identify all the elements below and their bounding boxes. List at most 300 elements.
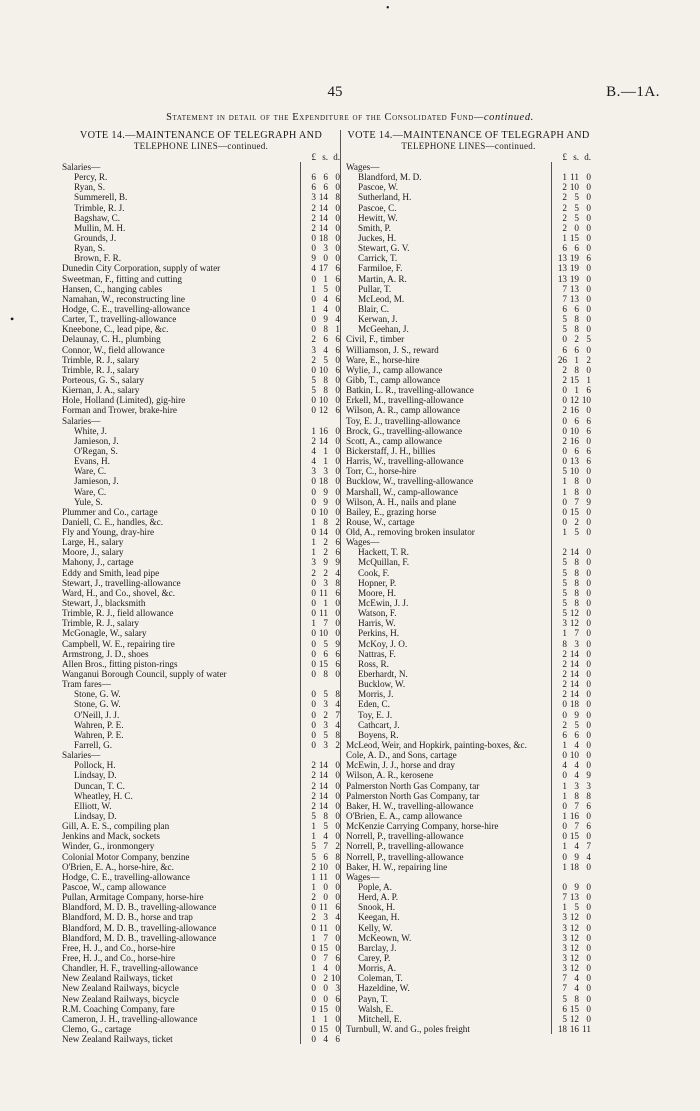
amount-pence: 0 <box>335 425 340 436</box>
amount-shillings: 19 <box>569 253 579 264</box>
payee-name: Norrell, P., travelling-allowance <box>346 851 464 862</box>
right-vote-sub: TELEPHONE LINES—continued. <box>401 141 536 151</box>
payee-name: Cathcart, J. <box>358 719 400 730</box>
entry-row <box>346 628 591 638</box>
payee-name: Norrell, P., travelling-allowance <box>346 841 464 852</box>
amount-shillings: 7 <box>574 628 579 639</box>
amount <box>551 426 591 436</box>
amount-shillings: 16 <box>318 425 328 436</box>
amount-pence: 0 <box>586 638 591 649</box>
amount-shillings: 1 <box>323 445 328 456</box>
amount-pounds: 5 <box>311 841 316 852</box>
payee-name: Dunedin City Corporation, supply of water <box>62 263 221 274</box>
amount <box>551 588 591 598</box>
amount-pence: 0 <box>586 283 591 294</box>
entry-row <box>62 446 340 456</box>
payee-name: Cole, A. D., and Sons, cartage <box>346 750 457 761</box>
amount-shillings: 8 <box>574 598 579 609</box>
amount-pence: 0 <box>335 831 340 842</box>
payee-name: Harris, W. <box>358 618 396 629</box>
payee-name: Hole, Holland (Limited), gig-hire <box>62 395 186 406</box>
amount-shillings: 9 <box>323 314 328 325</box>
amount-pounds: 2 <box>562 719 567 730</box>
entry-row <box>62 892 340 902</box>
amount-pence: 4 <box>335 912 340 923</box>
amount <box>300 233 340 243</box>
section-heading-row <box>62 750 340 760</box>
entry-row <box>346 223 591 233</box>
payee-name: McKoy, J. O. <box>358 638 408 649</box>
payee-name: Pascoe, C. <box>358 202 397 213</box>
amount-shillings <box>316 162 328 172</box>
entry-row <box>346 923 591 933</box>
entry-row <box>62 862 340 872</box>
payee-name: Gibb, T., camp allowance <box>346 374 441 385</box>
payee-name: O'Neill, J. J. <box>74 709 120 720</box>
entry-row <box>346 912 591 922</box>
amount-shillings: 8 <box>574 557 579 568</box>
amount-pence: 2 <box>335 841 340 852</box>
amount-pounds: 0 <box>311 729 316 740</box>
amount-pounds: 2 <box>562 192 567 203</box>
amount-pounds: 0 <box>311 1034 316 1045</box>
amount-pence: 0 <box>335 374 340 385</box>
amount <box>551 527 591 537</box>
entry-row <box>346 213 591 223</box>
entry-row <box>346 892 591 902</box>
amount <box>551 720 591 730</box>
amount <box>300 628 340 638</box>
amount-pounds: 1 <box>311 283 316 294</box>
entry-row <box>62 598 340 608</box>
payee-name: Norrell, P., travelling-allowance <box>346 831 464 842</box>
amount <box>300 507 340 517</box>
amount-pounds: 0 <box>311 658 316 669</box>
entry-row <box>62 557 340 567</box>
payee-name: Moore, J., salary <box>62 547 124 558</box>
payee-name: Blandford, M. D. <box>358 172 422 183</box>
entry-row <box>346 497 591 507</box>
entry-row <box>62 963 340 973</box>
amount-pence: 0 <box>335 456 340 467</box>
amount <box>551 456 591 466</box>
amount <box>551 882 591 892</box>
amount <box>300 862 340 872</box>
amount-pounds: 5 <box>562 567 567 578</box>
entry-row <box>62 345 340 355</box>
amount-pounds: 0 <box>311 232 316 243</box>
entry-row <box>62 1014 340 1024</box>
entry-row <box>346 669 591 679</box>
entry-row <box>62 324 340 334</box>
left-column <box>62 130 340 1044</box>
amount-pence: 5 <box>586 334 591 345</box>
amount-pounds: 3 <box>562 912 567 923</box>
amount <box>300 263 340 273</box>
amount-pence: 0 <box>586 172 591 183</box>
amount-pence: 0 <box>335 395 340 406</box>
amount <box>300 689 340 699</box>
amount-pence: 0 <box>586 405 591 416</box>
amount <box>300 760 340 770</box>
amount <box>551 334 591 344</box>
amount <box>300 618 340 628</box>
amount-pounds: 0 <box>311 293 316 304</box>
amount-pence: 0 <box>335 202 340 213</box>
entry-row <box>62 912 340 922</box>
entry-row <box>346 405 591 415</box>
amount <box>551 902 591 912</box>
amount <box>551 233 591 243</box>
amount <box>300 750 340 760</box>
amount-pence: 0 <box>586 598 591 609</box>
payee-name: Hackett, T. R. <box>358 547 409 558</box>
amount-shillings: 8 <box>574 314 579 325</box>
amount-pence: 0 <box>586 263 591 274</box>
amount-pounds: 0 <box>311 243 316 254</box>
amount <box>551 162 591 172</box>
amount-pence: 0 <box>335 780 340 791</box>
amount-pence: 0 <box>335 253 340 264</box>
amount-pounds: 7 <box>562 283 567 294</box>
amount-pence: 0 <box>335 760 340 771</box>
amount <box>300 294 340 304</box>
amount <box>300 1014 340 1024</box>
amount-pounds: 1 <box>311 547 316 558</box>
amount-pence: 0 <box>586 648 591 659</box>
entry-row <box>62 476 340 486</box>
print-dot: • <box>386 3 390 14</box>
amount <box>551 172 591 182</box>
entry-row <box>346 416 591 426</box>
amount-shillings: 15 <box>569 374 579 385</box>
amount-pence: 0 <box>586 202 591 213</box>
payee-name: Kiernan, J. A., salary <box>62 385 140 396</box>
payee-name: Lindsay, D. <box>74 811 117 821</box>
amount-pence: 0 <box>335 770 340 781</box>
amount-pounds: 1 <box>311 831 316 842</box>
amount-shillings: 12 <box>318 405 328 416</box>
amount-pence: 0 <box>586 293 591 304</box>
entry-row <box>62 507 340 517</box>
amount-pounds: 2 <box>562 374 567 385</box>
payee-name: New Zealand Railways, bicycle <box>62 993 179 1004</box>
amount <box>551 507 591 517</box>
amount <box>551 1014 591 1024</box>
amount-pence <box>328 679 340 689</box>
amount <box>551 1024 591 1034</box>
amount-shillings: 6 <box>574 303 579 314</box>
amount-pounds: 5 <box>562 557 567 568</box>
entry-row <box>346 284 591 294</box>
amount <box>300 902 340 912</box>
entry-row <box>346 1014 591 1024</box>
amount-pence: 0 <box>586 760 591 771</box>
entry-row <box>62 213 340 223</box>
amount-pounds: 0 <box>311 496 316 507</box>
amount-pence: 0 <box>335 445 340 456</box>
amount-shillings: 15 <box>318 1023 328 1034</box>
entry-row <box>346 355 591 365</box>
amount-shillings: 0 <box>323 253 328 264</box>
amount-pence: 6 <box>335 344 340 355</box>
amount-pounds: 2 <box>562 435 567 446</box>
entry-row <box>346 781 591 791</box>
amount-shillings: 12 <box>569 922 579 933</box>
payee-name: McGeehan, J. <box>358 324 409 335</box>
amount-pence <box>328 162 340 172</box>
payee-name: Jenkins and Mack, sockets <box>62 831 160 842</box>
payee-name: Palmerston North Gas Company, tar <box>346 790 480 801</box>
payee-name: Free, H. J., and Co., horse-hire <box>62 952 176 963</box>
amount-pence: 6 <box>335 293 340 304</box>
entry-row <box>346 750 591 760</box>
amount <box>551 253 591 263</box>
amount-shillings: 4 <box>323 293 328 304</box>
entry-row <box>62 487 340 497</box>
amount-pounds: 1 <box>311 821 316 832</box>
amount <box>300 203 340 213</box>
amount-shillings: 18 <box>569 861 579 872</box>
payee-name: Wahren, P. E. <box>74 719 124 730</box>
amount-pounds: 5 <box>562 587 567 598</box>
amount-pounds: 0 <box>562 334 567 345</box>
amount <box>551 862 591 872</box>
amount <box>551 618 591 628</box>
amount-pence: 0 <box>586 527 591 538</box>
amount-shillings: 19 <box>569 273 579 284</box>
payee-name: Trimble, R. J., field allowance <box>62 608 174 619</box>
amount-pounds: 13 <box>557 263 567 274</box>
amount-pence: 6 <box>335 405 340 416</box>
section-heading: Salaries— <box>62 750 101 761</box>
amount-pence: 0 <box>586 902 591 913</box>
amount <box>551 243 591 253</box>
amount <box>551 284 591 294</box>
pounds-head: £ <box>562 152 567 162</box>
entry-row <box>346 487 591 497</box>
amount-pence: 8 <box>335 689 340 700</box>
amount-pounds: 2 <box>562 182 567 193</box>
section-heading-row <box>346 872 591 882</box>
amount-pence: 0 <box>335 243 340 254</box>
payee-name: Snook, H. <box>358 902 396 913</box>
amount <box>551 182 591 192</box>
amount-shillings: 15 <box>569 1003 579 1014</box>
payee-name: Farmiloe, F. <box>358 263 403 274</box>
pence-head: d. <box>333 152 340 162</box>
payee-name: Eberhardt, N. <box>358 669 408 680</box>
amount-pounds: 0 <box>562 770 567 781</box>
entry-row <box>346 639 591 649</box>
amount-pounds: 1 <box>562 790 567 801</box>
amount-pounds: 0 <box>311 395 316 406</box>
amount-pounds: 0 <box>311 608 316 619</box>
amount-pounds: 6 <box>562 243 567 254</box>
amount-pence: 0 <box>335 871 340 882</box>
payee-name: Wanganui Borough Council, supply of water <box>62 669 227 680</box>
entry-row <box>346 811 591 821</box>
amount-shillings: 18 <box>569 699 579 710</box>
amount-shillings: 7 <box>323 952 328 963</box>
amount-pounds: 0 <box>311 1003 316 1014</box>
amount-shillings: 11 <box>319 587 328 598</box>
amount-pence: 0 <box>586 689 591 700</box>
amount <box>300 578 340 588</box>
amount-pence: 6 <box>586 415 591 426</box>
entry-row <box>62 628 340 638</box>
amount <box>300 456 340 466</box>
entry-row <box>62 284 340 294</box>
amount-pence: 0 <box>586 608 591 619</box>
amount-pence: 0 <box>586 993 591 1004</box>
amount-pence: 6 <box>335 587 340 598</box>
amount-pence: 0 <box>586 557 591 568</box>
amount <box>551 760 591 770</box>
amount-pounds: 5 <box>562 993 567 1004</box>
amount-pounds: 1 <box>562 172 567 183</box>
section-heading-row <box>346 162 591 172</box>
amount-pounds: 0 <box>311 527 316 538</box>
payee-name: Gill, A. E. S., compiling plan <box>62 821 170 832</box>
amount-pence: 0 <box>586 273 591 284</box>
amount <box>300 791 340 801</box>
amount <box>300 385 340 395</box>
amount-pounds: 2 <box>311 912 316 923</box>
amount-shillings: 10 <box>318 364 328 375</box>
amount-pounds: 6 <box>562 729 567 740</box>
amount-shillings <box>567 537 579 547</box>
amount-shillings: 7 <box>574 821 579 832</box>
amount-pounds: 4 <box>311 456 316 467</box>
amount-pounds: 0 <box>562 800 567 811</box>
entry-row <box>62 263 340 273</box>
amount-shillings: 14 <box>318 222 328 233</box>
amount-pence: 0 <box>586 740 591 751</box>
amount <box>551 476 591 486</box>
amount-pounds: 0 <box>562 516 567 527</box>
amount <box>551 831 591 841</box>
payee-name: Pople, A. <box>358 881 392 892</box>
amount <box>551 983 591 993</box>
amount-pounds: 2 <box>562 547 567 558</box>
amount-pounds: 4 <box>311 445 316 456</box>
entry-row <box>62 983 340 993</box>
entry-row <box>62 821 340 831</box>
amount-pounds: 1 <box>562 476 567 487</box>
amount-pence: 6 <box>335 364 340 375</box>
payee-name: Ware, E., horse-hire <box>346 354 420 365</box>
amount-shillings: 5 <box>323 638 328 649</box>
payee-name: Ryan, S. <box>74 243 106 254</box>
amount <box>300 1034 340 1044</box>
payee-name: Connor, W., field allowance <box>62 344 165 355</box>
amount-pounds: 0 <box>311 669 316 680</box>
payee-name: Juckes, H. <box>358 232 397 243</box>
amount <box>551 679 591 689</box>
right-vote-heading <box>346 130 591 152</box>
amount-pence: 0 <box>586 699 591 710</box>
amount <box>300 557 340 567</box>
amount <box>551 963 591 973</box>
entry-row <box>346 365 591 375</box>
amount-shillings: 3 <box>574 780 579 791</box>
amount-pounds: 4 <box>562 760 567 771</box>
amount-pounds: 0 <box>562 456 567 467</box>
amount <box>551 1004 591 1014</box>
payee-name: Torr, C., horse-hire <box>346 466 417 477</box>
left-vote-line: VOTE 14.—MAINTENANCE OF TELEGRAPH AND <box>79 130 323 141</box>
payee-name: Pollock, H. <box>74 760 116 771</box>
payee-name: Eddy and Smith, lead pipe <box>62 567 160 578</box>
payee-name: Mitchell, E. <box>358 1013 402 1024</box>
entry-row <box>346 953 591 963</box>
entry-row <box>346 182 591 192</box>
payee-name: Pascoe, W. <box>358 182 399 193</box>
amount <box>551 345 591 355</box>
amount-shillings: 14 <box>569 658 579 669</box>
amount-pence: 6 <box>335 993 340 1004</box>
amount-pence: 0 <box>586 973 591 984</box>
amount-shillings: 12 <box>569 942 579 953</box>
amount-pounds: 13 <box>557 273 567 284</box>
entry-row <box>62 253 340 263</box>
amount <box>551 192 591 202</box>
amount <box>300 497 340 507</box>
amount <box>300 162 340 172</box>
amount-pounds: 0 <box>311 709 316 720</box>
payee-name: Bucklow, W. <box>358 679 406 690</box>
amount-pounds: 2 <box>311 861 316 872</box>
amount-pence: 9 <box>335 557 340 568</box>
amount-pence: 6 <box>335 658 340 669</box>
amount-shillings: 10 <box>318 861 328 872</box>
section-heading: Wages— <box>346 871 380 882</box>
entry-row <box>62 923 340 933</box>
payee-name: McKenzie Carrying Company, horse-hire <box>346 821 499 832</box>
amount-pounds: 6 <box>311 182 316 193</box>
amount-pence: 0 <box>335 922 340 933</box>
amount-shillings <box>316 416 328 426</box>
amount-pounds: 4 <box>311 263 316 274</box>
amount-pounds: 2 <box>562 658 567 669</box>
payee-name: Evans, H. <box>74 456 110 467</box>
amount <box>300 284 340 294</box>
amount-shillings: 3 <box>323 466 328 477</box>
amount-pounds: 0 <box>562 496 567 507</box>
amount <box>300 882 340 892</box>
amount <box>300 355 340 365</box>
amount <box>551 568 591 578</box>
amount-pounds: 0 <box>311 952 316 963</box>
payee-name: Hansen, C., hanging cables <box>62 283 163 294</box>
amount-pounds: 0 <box>311 506 316 517</box>
amount-pence: 0 <box>586 486 591 497</box>
payee-name: Kelly, W. <box>358 922 393 933</box>
amount-shillings: 6 <box>323 851 328 862</box>
amount-pence: 9 <box>586 770 591 781</box>
amount <box>551 446 591 456</box>
payee-name: Mahony, J., cartage <box>62 557 134 568</box>
amount <box>551 852 591 862</box>
entry-row <box>346 801 591 811</box>
amount-pounds: 1 <box>311 871 316 882</box>
amount-pence: 0 <box>586 892 591 903</box>
amount-pence <box>328 750 340 760</box>
payee-name: Stewart, J., travelling-allowance <box>62 577 181 588</box>
entry-row <box>346 233 591 243</box>
amount <box>300 487 340 497</box>
